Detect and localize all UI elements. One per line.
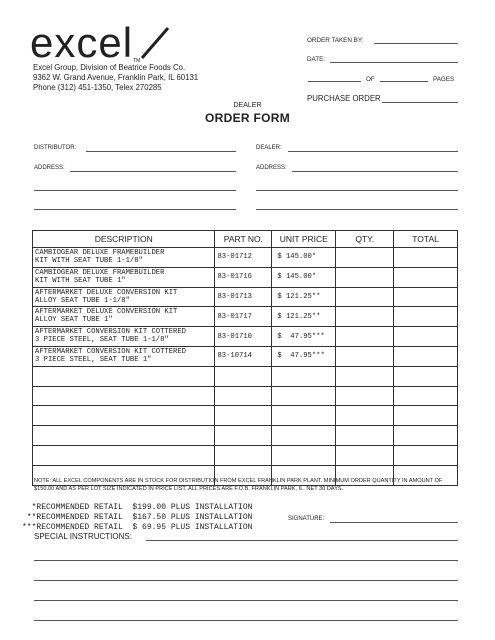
part-no-cell[interactable]: 83-10714 xyxy=(215,346,272,366)
header-total: TOTAL xyxy=(394,231,458,248)
total-cell[interactable] xyxy=(394,366,458,386)
description-line: 3 PIECE STEEL, SEAT TUBE 1-1/8" xyxy=(35,336,169,345)
total-cell[interactable] xyxy=(394,307,458,327)
description-cell[interactable] xyxy=(33,346,215,366)
signature-field[interactable] xyxy=(330,522,458,523)
table-row xyxy=(33,366,458,386)
unit-price-cell[interactable] xyxy=(272,406,336,426)
excel-logo xyxy=(30,19,141,66)
total-cell[interactable] xyxy=(394,426,458,446)
page-total-field[interactable] xyxy=(380,81,428,82)
special-instructions-line-4[interactable] xyxy=(34,600,458,601)
qty-cell[interactable] xyxy=(336,267,394,287)
header-qty: QTY. xyxy=(336,231,394,248)
qty-cell[interactable] xyxy=(336,445,394,465)
part-no-cell[interactable]: 83-01710 xyxy=(215,327,272,347)
description-line: CAMBIOGEAR DELUXE FRAMEBUILDER xyxy=(35,268,165,277)
table-row xyxy=(33,426,458,446)
distributor-field[interactable] xyxy=(86,151,236,152)
qty-cell[interactable] xyxy=(336,386,394,406)
retail-note-3: ***RECOMMENDED RETAIL $ 69.95 PLUS INSTALLATION xyxy=(22,523,253,532)
special-instructions-line-3[interactable] xyxy=(34,580,458,581)
description-cell[interactable] xyxy=(33,307,215,327)
pages-label: PAGES xyxy=(433,76,455,83)
unit-price-cell[interactable]: $ 145.00* xyxy=(272,248,336,268)
purchase-order-label: PURCHASE ORDER xyxy=(307,94,381,103)
qty-cell[interactable] xyxy=(336,366,394,386)
special-instructions-line-5[interactable] xyxy=(34,620,458,621)
header-description: DESCRIPTION xyxy=(33,231,215,248)
qty-cell[interactable] xyxy=(336,346,394,366)
table-row xyxy=(33,327,458,347)
company-line: Excel Group, Division of Beatrice Foods Co. xyxy=(33,63,186,72)
header-unit-price: UNIT PRICE xyxy=(272,231,336,248)
table-header-row xyxy=(33,231,458,248)
qty-cell[interactable] xyxy=(336,307,394,327)
part-no-cell[interactable] xyxy=(215,426,272,446)
page-number-field[interactable] xyxy=(308,81,361,82)
description-line: AFTERMARKET CONVERSION KIT COTTERED xyxy=(35,347,186,356)
logo-slash-icon xyxy=(138,26,174,60)
order-taken-by-label: ORDER TAKEN BY: xyxy=(307,37,364,44)
unit-price-cell[interactable]: $ 47.95*** xyxy=(272,346,336,366)
date-label: DATE: xyxy=(307,56,326,63)
trademark-mark: TM xyxy=(133,58,141,64)
part-no-cell[interactable] xyxy=(215,366,272,386)
distributor-address-line-1[interactable] xyxy=(70,171,236,172)
special-instructions-line-2[interactable] xyxy=(34,560,458,561)
form-subtitle: DEALER xyxy=(233,102,262,109)
part-no-cell[interactable] xyxy=(215,386,272,406)
dealer-label: DEALER: xyxy=(256,145,282,151)
description-line: KIT WITH SEAT TUBE 1-1/8" xyxy=(35,257,143,265)
table-row xyxy=(33,248,458,268)
unit-price-cell[interactable] xyxy=(272,366,336,386)
qty-cell[interactable] xyxy=(336,406,394,426)
qty-cell[interactable] xyxy=(336,426,394,446)
description-line: ALLOY SEAT TUBE 1" xyxy=(35,316,113,325)
description-line: AFTERMARKET DELUXE CONVERSION KIT xyxy=(35,288,178,297)
of-label: OF xyxy=(366,76,375,83)
total-cell[interactable] xyxy=(394,406,458,426)
table-row xyxy=(33,445,458,465)
retail-note-1: *RECOMMENDED RETAIL $199.00 PLUS INSTALLATION xyxy=(22,503,253,512)
company-line: 9362 W. Grand Avenue, Franklin Park, IL 60131 xyxy=(33,73,199,82)
description-cell[interactable] xyxy=(33,248,215,268)
unit-price-cell[interactable]: $ 145.00* xyxy=(272,267,336,287)
description-line: 3 PIECE STEEL, SEAT TUBE 1" xyxy=(35,355,152,364)
unit-price-cell[interactable]: $ 47.95*** xyxy=(272,327,336,347)
terms-note: NOTE: ALL EXCEL COMPONENTS ARE IN STOCK FOR DISTRIBUTION FROM EXCEL FRANKLIN PARK PLANT. MINIMUM ORDER QUANTITY IN AMOUNT OF $150.00 AND AS PER LOT SIZE INDICATED IN PRICE LIST. ALL PRICES ARE F.O.B. FRANKLIN PARK, IL. NET 30 DAYS. xyxy=(34,478,443,492)
signature-label: SIGNATURE: xyxy=(288,516,325,522)
header-part-no: PART NO. xyxy=(215,231,272,248)
description-cell[interactable] xyxy=(33,426,215,446)
dealer-address-line-3[interactable] xyxy=(256,209,458,210)
total-cell[interactable] xyxy=(394,327,458,347)
distributor-address-label: ADDRESS: xyxy=(34,165,65,171)
unit-price-cell[interactable] xyxy=(272,386,336,406)
qty-cell[interactable] xyxy=(336,287,394,307)
order-taken-by-field[interactable] xyxy=(374,43,458,44)
logo-text: excel xyxy=(30,19,134,66)
unit-price-cell[interactable] xyxy=(272,445,336,465)
distributor-label: DISTRIBUTOR: xyxy=(34,145,77,151)
table-row xyxy=(33,287,458,307)
distributor-address-line-3[interactable] xyxy=(34,209,236,210)
company-info xyxy=(33,63,198,93)
description-cell[interactable] xyxy=(33,386,215,406)
qty-cell[interactable] xyxy=(336,248,394,268)
table-row xyxy=(33,406,458,426)
form-title: ORDER FORM xyxy=(205,111,290,125)
description-line: AFTERMARKET CONVERSION KIT COTTERED xyxy=(35,328,186,337)
part-no-cell[interactable]: 83-01713 xyxy=(215,287,272,307)
description-line: ALLOY SEAT TUBE 1-1/8" xyxy=(35,296,130,305)
special-instructions-line-1[interactable] xyxy=(146,540,458,541)
total-cell[interactable] xyxy=(394,248,458,268)
total-cell[interactable] xyxy=(394,346,458,366)
total-cell[interactable] xyxy=(394,267,458,287)
description-cell[interactable] xyxy=(33,267,215,287)
part-no-cell[interactable]: 83-01717 xyxy=(215,307,272,327)
description-cell[interactable] xyxy=(33,406,215,426)
description-line: KIT WITH SEAT TUBE 1" xyxy=(35,276,126,285)
retail-note-2: **RECOMMENDED RETAIL $167.50 PLUS INSTALLATION xyxy=(22,513,253,522)
total-cell[interactable] xyxy=(394,287,458,307)
table-row xyxy=(33,386,458,406)
part-no-cell[interactable]: 83-01712 xyxy=(215,248,272,268)
table-row xyxy=(33,346,458,366)
table-row xyxy=(33,307,458,327)
qty-cell[interactable] xyxy=(336,327,394,347)
dealer-address-label: ADDRESS: xyxy=(256,165,287,171)
total-cell[interactable] xyxy=(394,445,458,465)
unit-price-cell[interactable] xyxy=(272,426,336,446)
date-field[interactable] xyxy=(330,62,458,63)
unit-price-cell[interactable]: $ 121.25** xyxy=(272,307,336,327)
table-row xyxy=(33,267,458,287)
part-no-cell[interactable] xyxy=(215,445,272,465)
special-instructions-label: SPECIAL INSTRUCTIONS: xyxy=(34,532,132,541)
description-cell[interactable] xyxy=(33,445,215,465)
description-cell[interactable] xyxy=(33,366,215,386)
description-cell[interactable] xyxy=(33,327,215,347)
total-cell[interactable] xyxy=(394,386,458,406)
description-line: CAMBIOGEAR DELUXE FRAMEBUILDER xyxy=(35,249,165,257)
description-cell[interactable] xyxy=(33,287,215,307)
order-table xyxy=(32,230,458,486)
dealer-address-line-2[interactable] xyxy=(256,190,458,191)
part-no-cell[interactable]: 83-01716 xyxy=(215,267,272,287)
company-line: Phone (312) 451-1350, Telex 270285 xyxy=(33,83,162,92)
dealer-address-line-1[interactable] xyxy=(292,171,458,172)
unit-price-cell[interactable]: $ 121.25** xyxy=(272,287,336,307)
distributor-address-line-2[interactable] xyxy=(34,190,236,191)
part-no-cell[interactable] xyxy=(215,406,272,426)
description-line: AFTERMARKET DELUXE CONVERSION KIT xyxy=(35,308,178,317)
dealer-field[interactable] xyxy=(288,151,458,152)
